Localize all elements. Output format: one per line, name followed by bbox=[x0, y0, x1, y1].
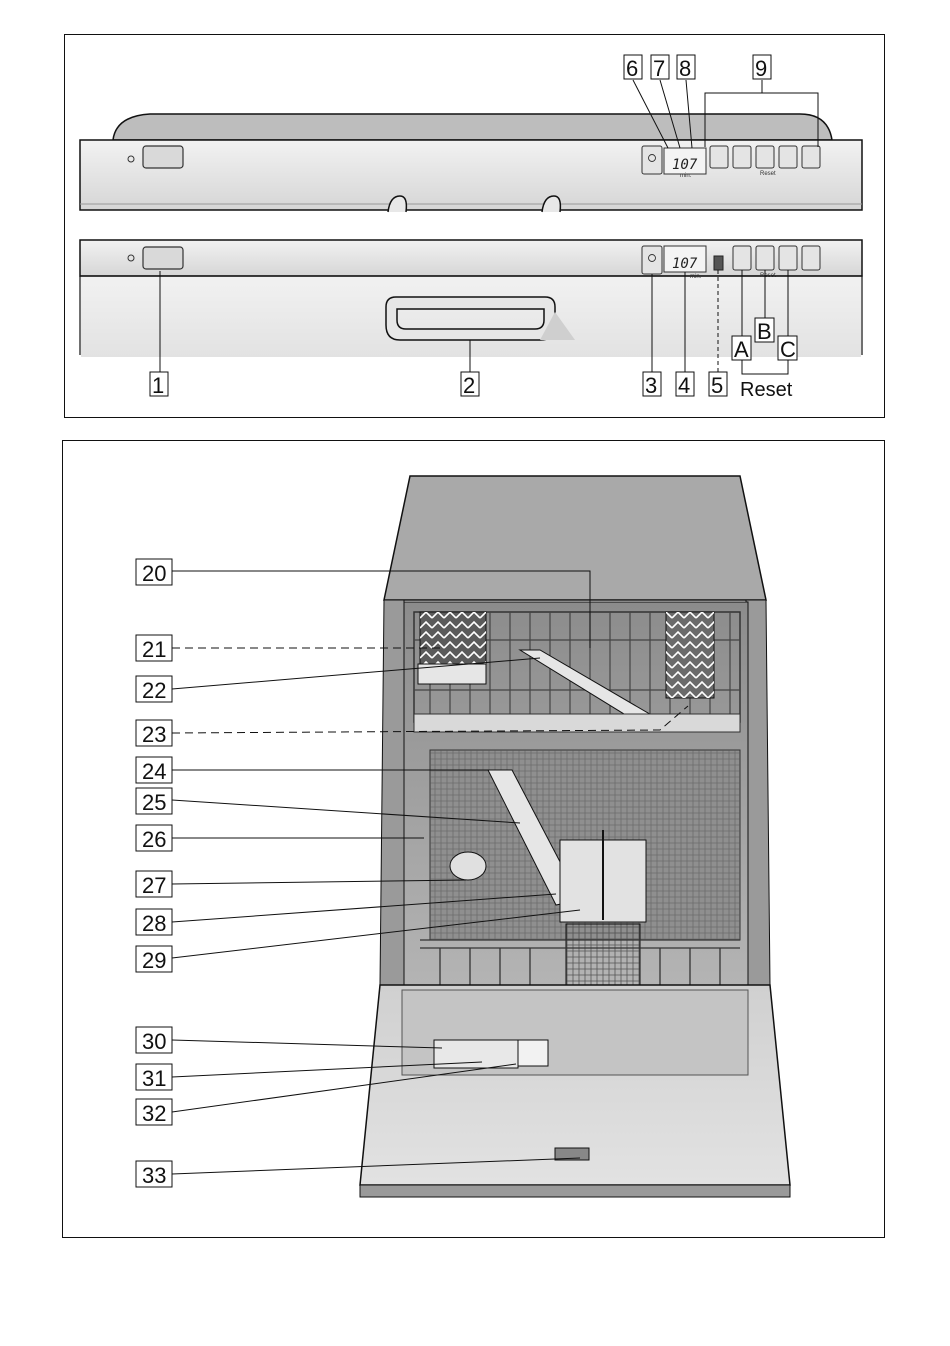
control-panel-illustration bbox=[80, 114, 862, 357]
callout-A bbox=[732, 336, 751, 362]
dishwasher-illustration bbox=[360, 476, 790, 1197]
svg-text:29: 29 bbox=[142, 948, 167, 973]
svg-text:24: 24 bbox=[142, 759, 167, 784]
svg-text:9: 9 bbox=[755, 56, 768, 81]
callout-C bbox=[778, 336, 797, 362]
callout-20 bbox=[136, 559, 172, 586]
power-button-upper bbox=[143, 146, 183, 168]
callout-26 bbox=[136, 825, 172, 852]
callout-23 bbox=[136, 720, 172, 747]
svg-text:107: 107 bbox=[672, 157, 698, 173]
svg-text:7: 7 bbox=[653, 56, 666, 81]
svg-text:26: 26 bbox=[142, 827, 167, 852]
callout-2 bbox=[461, 372, 479, 398]
svg-text:1: 1 bbox=[152, 373, 165, 398]
callout-22 bbox=[136, 676, 172, 703]
callout-29 bbox=[136, 946, 172, 973]
callout-24 bbox=[136, 757, 172, 784]
svg-text:min.: min. bbox=[690, 274, 702, 280]
svg-text:107: 107 bbox=[672, 256, 698, 272]
callout-3 bbox=[643, 372, 661, 398]
svg-text:20: 20 bbox=[142, 561, 167, 586]
callout-6 bbox=[624, 55, 642, 81]
callout-9 bbox=[753, 55, 771, 81]
svg-text:33: 33 bbox=[142, 1163, 167, 1188]
svg-text:Reset: Reset bbox=[760, 273, 776, 279]
callout-33 bbox=[136, 1161, 172, 1188]
svg-text:5: 5 bbox=[711, 373, 724, 398]
svg-text:23: 23 bbox=[142, 722, 167, 747]
callout-4 bbox=[676, 372, 694, 398]
svg-text:A: A bbox=[734, 337, 749, 362]
svg-text:32: 32 bbox=[142, 1101, 167, 1126]
svg-text:27: 27 bbox=[142, 873, 167, 898]
svg-text:30: 30 bbox=[142, 1029, 167, 1054]
callout-1 bbox=[150, 372, 168, 398]
callout-30 bbox=[136, 1027, 172, 1054]
svg-text:B: B bbox=[757, 319, 772, 344]
svg-text:2: 2 bbox=[463, 373, 476, 398]
svg-text:3: 3 bbox=[645, 373, 658, 398]
callout-B bbox=[755, 318, 774, 344]
svg-text:31: 31 bbox=[142, 1066, 167, 1091]
svg-text:8: 8 bbox=[679, 56, 692, 81]
callout-7 bbox=[651, 55, 669, 81]
callout-5 bbox=[709, 372, 727, 398]
svg-text:6: 6 bbox=[626, 56, 639, 81]
callout-27 bbox=[136, 871, 172, 898]
callout-8 bbox=[677, 55, 695, 81]
power-button bbox=[143, 247, 183, 269]
svg-text:min.: min. bbox=[680, 173, 692, 179]
callout-32 bbox=[136, 1099, 172, 1126]
callout-21 bbox=[136, 635, 172, 662]
svg-text:4: 4 bbox=[678, 373, 691, 398]
svg-text:C: C bbox=[780, 337, 796, 362]
svg-text:21: 21 bbox=[142, 637, 167, 662]
callout-25 bbox=[136, 788, 172, 815]
svg-text:28: 28 bbox=[142, 911, 167, 936]
callout-28 bbox=[136, 909, 172, 936]
callout-31 bbox=[136, 1064, 172, 1091]
svg-text:Reset: Reset bbox=[760, 171, 776, 177]
interior-callouts bbox=[136, 559, 172, 1188]
svg-text:22: 22 bbox=[142, 678, 167, 703]
reset-label: Reset bbox=[740, 379, 793, 401]
svg-text:25: 25 bbox=[142, 790, 167, 815]
